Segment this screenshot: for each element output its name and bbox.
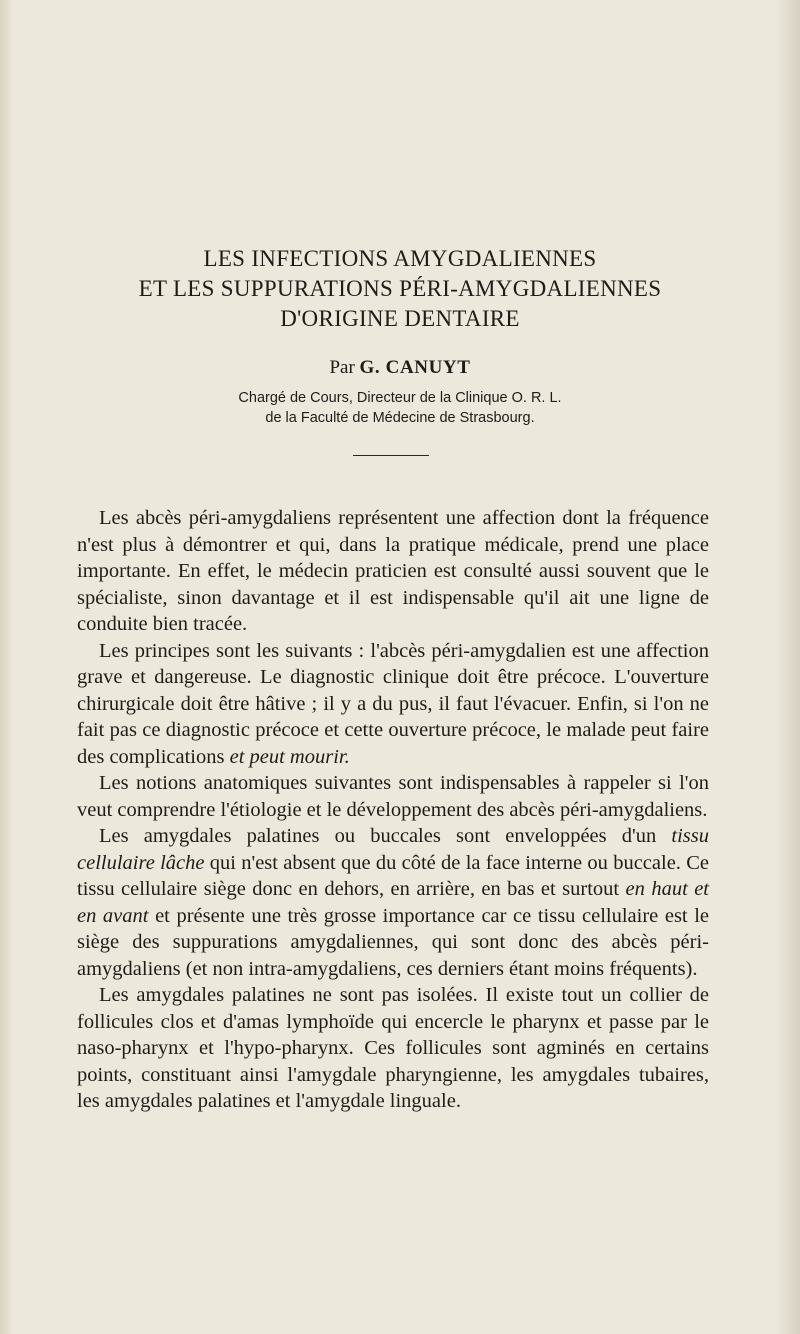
paragraph-4-emphasis-2: en haut et en avant [77,878,710,927]
article-title-line-2: ET LES SUPPURATIONS PÉRI-AMYGDALIENNES [138,276,662,301]
author-line [60,356,740,380]
paragraph-4-text-b: qui n'est absent que du côté de la face interne ou buccale. Ce tissu cellulaire siège donc en dehors, en arrière, en bas et surtout [77,851,709,900]
article-title-line-1: LES INFECTIONS AMYGDALIENNES [203,246,597,271]
affiliation-line-1: Chargé de Cours, Directeur de la Clinique O. R. L. [238,390,562,406]
paragraph-2-text: Les principes sont les suivants : l'abcès péri-amygdalien est une affection grave et dangereuse. Le diagnostic clinique doit être précoce. L'ouverture chirurgicale doit être hâtive ; il y a du pus, il faut l'évacuer. Enfin, si l'on ne fait pas ce diagnostic précoce et cette ouverture précoce, le malade peut faire des complications [77,639,709,768]
paragraph-3: Les notions anatomiques suivantes sont indispensables à rappeler si l'on veut comprendre l'étiologie et le développement des abcès péri-amygdaliens. [77,772,709,821]
author-prefix: Par [329,357,355,378]
page-shadow [776,0,800,1334]
paragraph-1: Les abcès péri-amygdaliens représentent une affection dont la fréquence n'est plus à démontrer et qui, dans la pratique médicale, prend une place importante. En effet, le médecin praticien est consulté aussi souvent que le spécialiste, sinon davantage et il est indispensable qu'il ait une ligne de conduite bien tracée. [77,507,709,635]
section-divider [353,455,429,456]
paragraph-4 [77,823,709,982]
author-affiliation [60,388,740,428]
paragraph-4-text-c: et présente une très grosse importance car ce tissu cellulaire est le siège des suppurations amygdaliennes, qui sont donc des abcès péri-amygdaliens (et non intra-amygdaliens, ces derniers étant moins fréquents). [77,904,709,980]
article-body [77,505,709,1115]
paragraph-5: Les amygdales palatines ne sont pas isolées. Il existe tout un collier de follicules clos et d'amas lymphoïde qui encercle le pharynx et passe par le naso-pharynx et l'hypo-pharynx. Ces follicules sont agminés en certains points, constituant ainsi l'amygdale pharyngienne, les amygdales tubaires, les amygdales palatines et l'amygdale linguale. [77,984,709,1112]
paragraph-4-emphasis-1: tissu cellulaire lâche [77,825,709,874]
article-header [60,244,740,428]
affiliation-line-2: de la Faculté de Médecine de Strasbourg. [265,410,535,426]
paragraph-4-text-a: Les amygdales palatines ou buccales sont enveloppées d'un [99,825,657,847]
page-binding-edge [0,0,14,1334]
article-title-line-3: D'ORIGINE DENTAIRE [280,306,520,331]
author-name: G. CANUYT [359,357,471,378]
paragraph-2 [77,638,709,771]
paragraph-2-emphasis: et peut mourir. [229,745,350,768]
